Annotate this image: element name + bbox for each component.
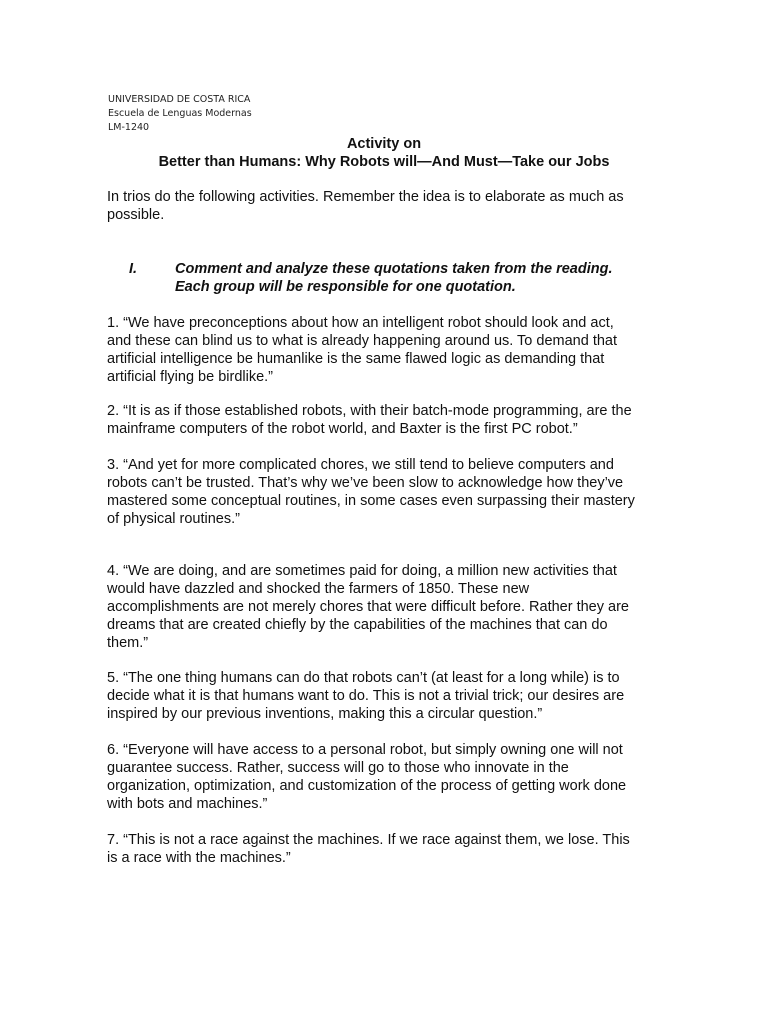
text-line: artificial intelligence be humanlike is the same flawed logic as demanding that [107,351,605,367]
text-line: In trios do the following activities. Remember the idea is to elaborate as much as [107,189,624,205]
text-line: artificial flying be birdlike.” [107,369,274,385]
text-line: mastered some conceptual routines, in some cases even surpassing their mastery [107,493,635,509]
text-line: guarantee success. Rather, success will go to those who innovate in the [107,760,569,776]
institution-name: UNIVERSIDAD DE COSTA RICA [108,94,251,105]
text-line: Comment and analyze these quotations taken from the reading. [175,261,613,277]
quotation-7 [107,831,667,867]
text-line: and these can blind us to what is already happening around us. To demand that [107,333,618,349]
text-line: 5. “The one thing humans can do that robots can’t (at least for a long while) is to [107,670,620,686]
activity-title: Activity on [346,136,422,152]
text-line: organization, optimization, and customization of the process of getting work done [107,778,627,794]
quotation-6 [107,741,667,813]
quotation-1 [107,314,667,386]
text-line: would have dazzled and shocked the farmers of 1850. These new [107,581,530,597]
text-line: 6. “Everyone will have access to a personal robot, but simply owning one will not [107,742,623,758]
quotation-3 [107,456,667,528]
text-line: 2. “It is as if those established robots, with their batch-mode programming, are the [107,403,632,419]
text-line: accomplishments are not merely chores that were difficult before. Rather they are [107,599,629,615]
text-line: 3. “And yet for more complicated chores, we still tend to believe computers and [107,457,614,473]
section-numeral: I. [129,261,138,277]
quotation-5 [107,669,667,723]
text-line: them.” [107,635,149,651]
instructions-paragraph [107,188,667,224]
text-line: robots can’t be trusted. That’s why we’ve been slow to acknowledge how they’ve [107,475,624,491]
text-line: mainframe computers of the robot world, and Baxter is the first PC robot.” [107,421,578,437]
text-line: Each group will be responsible for one quotation. [175,279,516,295]
school-name: Escuela de Lenguas Modernas [108,108,252,119]
text-line: of physical routines.” [107,511,240,527]
course-code: LM-1240 [108,122,150,133]
text-line: decide what it is that humans want to do. This is not a trivial trick; our desires are [107,688,625,704]
text-line: is a race with the machines.” [107,850,291,866]
text-line: inspired by our previous inventions, making this a circular question.” [107,706,543,722]
quotation-2 [107,402,667,438]
reading-title: Better than Humans: Why Robots will—And Must—Take our Jobs [158,154,610,170]
text-line: with bots and machines.” [107,796,268,812]
text-line: dreams that are created chiefly by the capabilities of the machines that can do [107,617,608,633]
text-line: 4. “We are doing, and are sometimes paid for doing, a million new activities that [107,563,617,579]
quotation-4 [107,562,667,652]
text-line: possible. [107,207,165,223]
section-heading [175,260,613,296]
text-line: 7. “This is not a race against the machines. If we race against them, we lose. This [107,832,630,848]
text-line: 1. “We have preconceptions about how an intelligent robot should look and act, [107,315,614,331]
